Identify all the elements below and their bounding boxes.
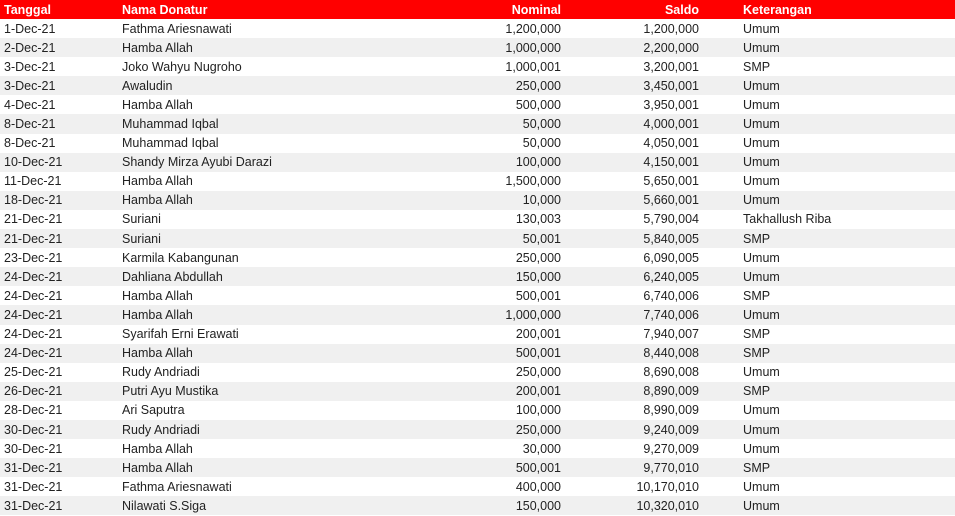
cell-saldo[interactable]: 5,650,001 — [566, 172, 704, 191]
cell-tanggal[interactable]: 11-Dec-21 — [0, 172, 118, 191]
cell-saldo[interactable]: 7,940,007 — [566, 325, 704, 344]
cell-keterangan[interactable]: Umum — [704, 439, 955, 458]
table-row — [0, 38, 955, 57]
cell-keterangan[interactable]: SMP — [704, 344, 955, 363]
cell-keterangan[interactable]: SMP — [704, 458, 955, 477]
cell-nominal[interactable]: 100,000 — [422, 153, 566, 172]
table-row — [0, 191, 955, 210]
table-row — [0, 344, 955, 363]
cell-nama[interactable]: Hamba Allah — [118, 191, 422, 210]
cell-nominal[interactable]: 1,000,000 — [422, 305, 566, 324]
cell-tanggal[interactable]: 26-Dec-21 — [0, 382, 118, 401]
cell-tanggal[interactable]: 31-Dec-21 — [0, 458, 118, 477]
cell-nominal[interactable]: 10,000 — [422, 191, 566, 210]
cell-nominal[interactable]: 250,000 — [422, 363, 566, 382]
table-row — [0, 286, 955, 305]
cell-saldo[interactable]: 4,000,001 — [566, 114, 704, 133]
header-cell-nama-donatur[interactable]: Nama Donatur — [118, 0, 422, 19]
cell-tanggal[interactable]: 3-Dec-21 — [0, 57, 118, 76]
table-row — [0, 134, 955, 153]
cell-tanggal[interactable]: 8-Dec-21 — [0, 114, 118, 133]
cell-saldo[interactable]: 4,150,001 — [566, 153, 704, 172]
cell-nominal[interactable]: 500,001 — [422, 458, 566, 477]
cell-keterangan[interactable]: SMP — [704, 286, 955, 305]
cell-nama[interactable]: Rudy Andriadi — [118, 420, 422, 439]
table-row — [0, 401, 955, 420]
cell-nama[interactable]: Hamba Allah — [118, 95, 422, 114]
cell-nama[interactable]: Hamba Allah — [118, 172, 422, 191]
cell-keterangan[interactable]: SMP — [704, 229, 955, 248]
cell-nama[interactable]: Muhammad Iqbal — [118, 114, 422, 133]
cell-tanggal[interactable]: 1-Dec-21 — [0, 19, 118, 38]
cell-keterangan[interactable]: Umum — [704, 267, 955, 286]
cell-saldo[interactable]: 7,740,006 — [566, 305, 704, 324]
cell-saldo[interactable]: 8,990,009 — [566, 401, 704, 420]
cell-nominal[interactable]: 1,000,000 — [422, 38, 566, 57]
cell-keterangan[interactable]: Umum — [704, 172, 955, 191]
cell-nama[interactable]: Karmila Kabangunan — [118, 248, 422, 267]
cell-tanggal[interactable]: 10-Dec-21 — [0, 153, 118, 172]
cell-nominal[interactable]: 150,000 — [422, 267, 566, 286]
table-row — [0, 172, 955, 191]
cell-tanggal[interactable]: 2-Dec-21 — [0, 38, 118, 57]
cell-saldo[interactable]: 8,890,009 — [566, 382, 704, 401]
header-cell-nominal[interactable]: Nominal — [422, 0, 566, 19]
cell-nama[interactable]: Hamba Allah — [118, 38, 422, 57]
cell-nominal[interactable]: 200,001 — [422, 382, 566, 401]
table-row — [0, 363, 955, 382]
table-row — [0, 267, 955, 286]
cell-tanggal[interactable]: 24-Dec-21 — [0, 344, 118, 363]
cell-tanggal[interactable]: 21-Dec-21 — [0, 210, 118, 229]
cell-saldo[interactable]: 5,840,005 — [566, 229, 704, 248]
cell-nominal[interactable]: 50,000 — [422, 114, 566, 133]
cell-saldo[interactable]: 8,690,008 — [566, 363, 704, 382]
cell-tanggal[interactable]: 18-Dec-21 — [0, 191, 118, 210]
cell-keterangan[interactable]: Umum — [704, 401, 955, 420]
cell-saldo[interactable]: 10,320,010 — [566, 496, 704, 515]
cell-nominal[interactable]: 130,003 — [422, 210, 566, 229]
cell-nama[interactable]: Ari Saputra — [118, 401, 422, 420]
cell-keterangan[interactable]: Umum — [704, 153, 955, 172]
cell-tanggal[interactable]: 30-Dec-21 — [0, 439, 118, 458]
cell-saldo[interactable]: 6,090,005 — [566, 248, 704, 267]
cell-nominal[interactable]: 200,001 — [422, 325, 566, 344]
cell-nama[interactable]: Awaludin — [118, 76, 422, 95]
cell-nama[interactable]: Hamba Allah — [118, 305, 422, 324]
cell-nominal[interactable]: 150,000 — [422, 496, 566, 515]
cell-keterangan[interactable]: Umum — [704, 19, 955, 38]
table-row — [0, 153, 955, 172]
cell-saldo[interactable]: 6,240,005 — [566, 267, 704, 286]
table-row — [0, 19, 955, 38]
header-cell-tanggal[interactable]: Tanggal — [0, 0, 118, 19]
cell-keterangan[interactable]: Umum — [704, 95, 955, 114]
cell-keterangan[interactable]: Umum — [704, 76, 955, 95]
cell-nominal[interactable]: 500,001 — [422, 344, 566, 363]
cell-nama[interactable]: Nilawati S.Siga — [118, 496, 422, 515]
cell-keterangan[interactable]: Umum — [704, 420, 955, 439]
table-row — [0, 57, 955, 76]
cell-tanggal[interactable]: 24-Dec-21 — [0, 325, 118, 344]
table-row — [0, 305, 955, 324]
cell-nominal[interactable]: 100,000 — [422, 401, 566, 420]
cell-keterangan[interactable]: Umum — [704, 134, 955, 153]
table-row — [0, 248, 955, 267]
cell-nominal[interactable]: 30,000 — [422, 439, 566, 458]
table-row — [0, 496, 955, 515]
cell-tanggal[interactable]: 23-Dec-21 — [0, 248, 118, 267]
cell-keterangan[interactable]: Umum — [704, 191, 955, 210]
cell-keterangan[interactable]: Umum — [704, 305, 955, 324]
cell-saldo[interactable]: 9,770,010 — [566, 458, 704, 477]
header-cell-saldo[interactable]: Saldo — [566, 0, 704, 19]
cell-saldo[interactable]: 5,660,001 — [566, 191, 704, 210]
cell-saldo[interactable]: 4,050,001 — [566, 134, 704, 153]
cell-nama[interactable]: Muhammad Iqbal — [118, 134, 422, 153]
table-header-row — [0, 0, 955, 19]
cell-nama[interactable]: Suriani — [118, 229, 422, 248]
cell-nama[interactable]: Shandy Mirza Ayubi Darazi — [118, 153, 422, 172]
cell-keterangan[interactable]: SMP — [704, 382, 955, 401]
cell-saldo[interactable]: 3,450,001 — [566, 76, 704, 95]
cell-nominal[interactable]: 1,500,000 — [422, 172, 566, 191]
table-row — [0, 382, 955, 401]
table-row — [0, 477, 955, 496]
cell-nama[interactable]: Fathma Ariesnawati — [118, 477, 422, 496]
cell-nominal[interactable]: 1,000,001 — [422, 57, 566, 76]
cell-saldo[interactable]: 8,440,008 — [566, 344, 704, 363]
cell-nominal[interactable]: 250,000 — [422, 420, 566, 439]
table-row — [0, 95, 955, 114]
cell-saldo[interactable]: 3,200,001 — [566, 57, 704, 76]
cell-tanggal[interactable]: 24-Dec-21 — [0, 305, 118, 324]
table-row — [0, 420, 955, 439]
table-row — [0, 439, 955, 458]
cell-nominal[interactable]: 250,000 — [422, 248, 566, 267]
cell-keterangan[interactable]: Takhallush Riba — [704, 210, 955, 229]
cell-saldo[interactable]: 5,790,004 — [566, 210, 704, 229]
cell-tanggal[interactable]: 28-Dec-21 — [0, 401, 118, 420]
cell-nominal[interactable]: 50,000 — [422, 134, 566, 153]
table-row — [0, 210, 955, 229]
cell-nama[interactable]: Rudy Andriadi — [118, 363, 422, 382]
cell-nama[interactable]: Suriani — [118, 210, 422, 229]
cell-tanggal[interactable]: 21-Dec-21 — [0, 229, 118, 248]
table-row — [0, 458, 955, 477]
cell-tanggal[interactable]: 31-Dec-21 — [0, 477, 118, 496]
cell-tanggal[interactable]: 25-Dec-21 — [0, 363, 118, 382]
cell-nominal[interactable]: 500,001 — [422, 286, 566, 305]
table-body — [0, 19, 955, 515]
cell-nominal[interactable]: 50,001 — [422, 229, 566, 248]
cell-nama[interactable]: Putri Ayu Mustika — [118, 382, 422, 401]
cell-nama[interactable]: Syarifah Erni Erawati — [118, 325, 422, 344]
cell-nama[interactable]: Fathma Ariesnawati — [118, 19, 422, 38]
cell-keterangan[interactable]: SMP — [704, 325, 955, 344]
cell-keterangan[interactable]: Umum — [704, 477, 955, 496]
cell-nama[interactable]: Dahliana Abdullah — [118, 267, 422, 286]
cell-saldo[interactable]: 10,170,010 — [566, 477, 704, 496]
cell-saldo[interactable]: 3,950,001 — [566, 95, 704, 114]
cell-nama[interactable]: Hamba Allah — [118, 458, 422, 477]
cell-tanggal[interactable]: 4-Dec-21 — [0, 95, 118, 114]
header-cell-keterangan[interactable]: Keterangan — [704, 0, 955, 19]
cell-saldo[interactable]: 6,740,006 — [566, 286, 704, 305]
cell-nominal[interactable]: 250,000 — [422, 76, 566, 95]
cell-saldo[interactable]: 1,200,000 — [566, 19, 704, 38]
table-row — [0, 114, 955, 133]
cell-nama[interactable]: Joko Wahyu Nugroho — [118, 57, 422, 76]
cell-keterangan[interactable]: Umum — [704, 248, 955, 267]
table-row — [0, 76, 955, 95]
table-row — [0, 229, 955, 248]
cell-keterangan[interactable]: Umum — [704, 114, 955, 133]
cell-tanggal[interactable]: 24-Dec-21 — [0, 267, 118, 286]
cell-nominal[interactable]: 1,200,000 — [422, 19, 566, 38]
cell-nama[interactable]: Hamba Allah — [118, 286, 422, 305]
cell-nama[interactable]: Hamba Allah — [118, 439, 422, 458]
cell-nominal[interactable]: 400,000 — [422, 477, 566, 496]
cell-nama[interactable]: Hamba Allah — [118, 344, 422, 363]
cell-saldo[interactable]: 2,200,000 — [566, 38, 704, 57]
cell-tanggal[interactable]: 30-Dec-21 — [0, 420, 118, 439]
cell-saldo[interactable]: 9,270,009 — [566, 439, 704, 458]
table-row — [0, 325, 955, 344]
cell-nominal[interactable]: 500,000 — [422, 95, 566, 114]
cell-tanggal[interactable]: 31-Dec-21 — [0, 496, 118, 515]
cell-tanggal[interactable]: 24-Dec-21 — [0, 286, 118, 305]
cell-keterangan[interactable]: Umum — [704, 496, 955, 515]
cell-tanggal[interactable]: 3-Dec-21 — [0, 76, 118, 95]
cell-saldo[interactable]: 9,240,009 — [566, 420, 704, 439]
cell-tanggal[interactable]: 8-Dec-21 — [0, 134, 118, 153]
cell-keterangan[interactable]: Umum — [704, 363, 955, 382]
cell-keterangan[interactable]: SMP — [704, 57, 955, 76]
cell-keterangan[interactable]: Umum — [704, 38, 955, 57]
